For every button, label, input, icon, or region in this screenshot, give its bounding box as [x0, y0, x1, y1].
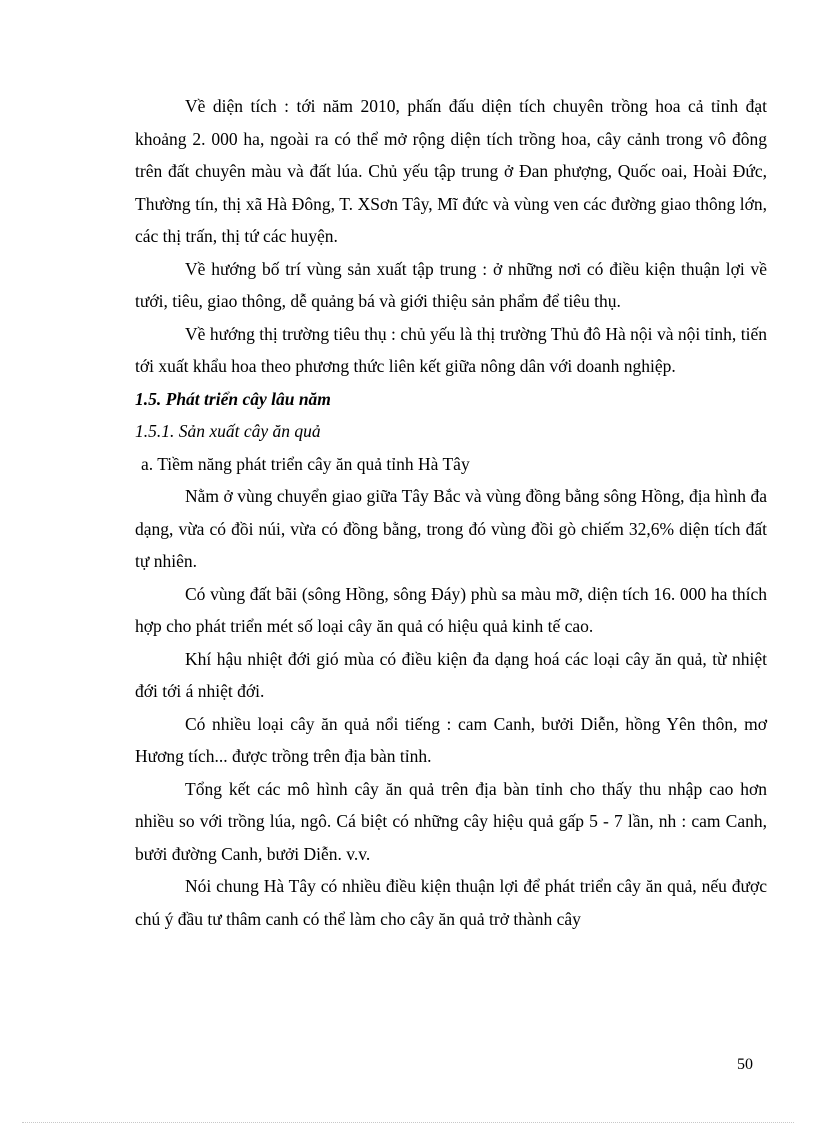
paragraph-famous-fruits: Có nhiều loại cây ăn quả nổi tiếng : cam Canh, bưởi Diễn, hồng Yên thôn, mơ Hương tích... được trồng trên địa bàn tỉnh. [135, 713, 767, 766]
page-content [135, 90, 767, 935]
paragraph-flower-area: Về diện tích : tới năm 2010, phấn đấu diện tích chuyên trồng hoa cả tỉnh đạt khoảng 2. 000 ha, ngoài ra có thể mở rộng diện tích trồng hoa, cây cảnh trong vô đông trên đất chuyên màu và đất lúa. Chủ yếu tập trung ở Đan phượng, Quốc oai, Hoài Đức, Thường tín, thị xã Hà Đông, T. XSơn Tây, Mĩ đức và vùng ven các đường giao thông lớn, các thị trấn, thị tứ các huyện. [135, 96, 767, 246]
subsection-heading: 1.5.1. Sản xuất cây ăn quả [135, 421, 321, 441]
paragraph-market: Về hướng thị trường tiêu thụ : chủ yếu là thị trường Thủ đô Hà nội và nội tỉnh, tiến tới xuất khẩu hoa theo phương thức liên kết giữa nông dân với doanh nghiệp. [135, 323, 767, 376]
paragraph-alluvial-land: Có vùng đất bãi (sông Hồng, sông Đáy) phù sa màu mỡ, diện tích 16. 000 ha thích hợp cho phát triển mét số loại cây ăn quả có hiệu quả kinh tế cao. [135, 583, 767, 636]
paragraph-location: Nằm ở vùng chuyển giao giữa Tây Bắc và vùng đồng bằng sông Hồng, địa hình đa dạng, vừa có đồi núi, vừa có đồng bằng, trong đó vùng đồi gò chiếm 32,6% diện tích đất tự nhiên. [135, 486, 767, 571]
page-number: 50 [737, 1056, 753, 1073]
paragraph-climate: Khí hậu nhiệt đới gió mùa có điều kiện đa dạng hoá các loại cây ăn quả, từ nhiệt đới tới á nhiệt đới. [135, 648, 767, 701]
paragraph-conclusion: Nói chung Hà Tây có nhiều điều kiện thuận lợi để phát triển cây ăn quả, nếu được chú ý đầu tư thâm canh có thể làm cho cây ăn quả trở thành cây [135, 876, 767, 929]
section-heading: 1.5. Phát triển cây lâu năm [135, 388, 331, 409]
paragraph-income: Tổng kết các mô hình cây ăn quả trên địa bàn tỉnh cho thấy thu nhập cao hơn nhiều so với trồng lúa, ngô. Cá biệt có những cây hiệu quả gấp 5 - 7 lần, nh : cam Canh, bưởi đường Canh, bưởi Diễn. v.v. [135, 778, 767, 864]
subsubsection-heading: a. Tiềm năng phát triển cây ăn quả tỉnh Hà Tây [141, 453, 470, 474]
paragraph-production-zone: Về hướng bố trí vùng sản xuất tập trung : ở những nơi có điều kiện thuận lợi về tưới, tiêu, giao thông, dễ quảng bá và giới thiệu sản phẩm để tiêu thụ. [135, 258, 767, 311]
